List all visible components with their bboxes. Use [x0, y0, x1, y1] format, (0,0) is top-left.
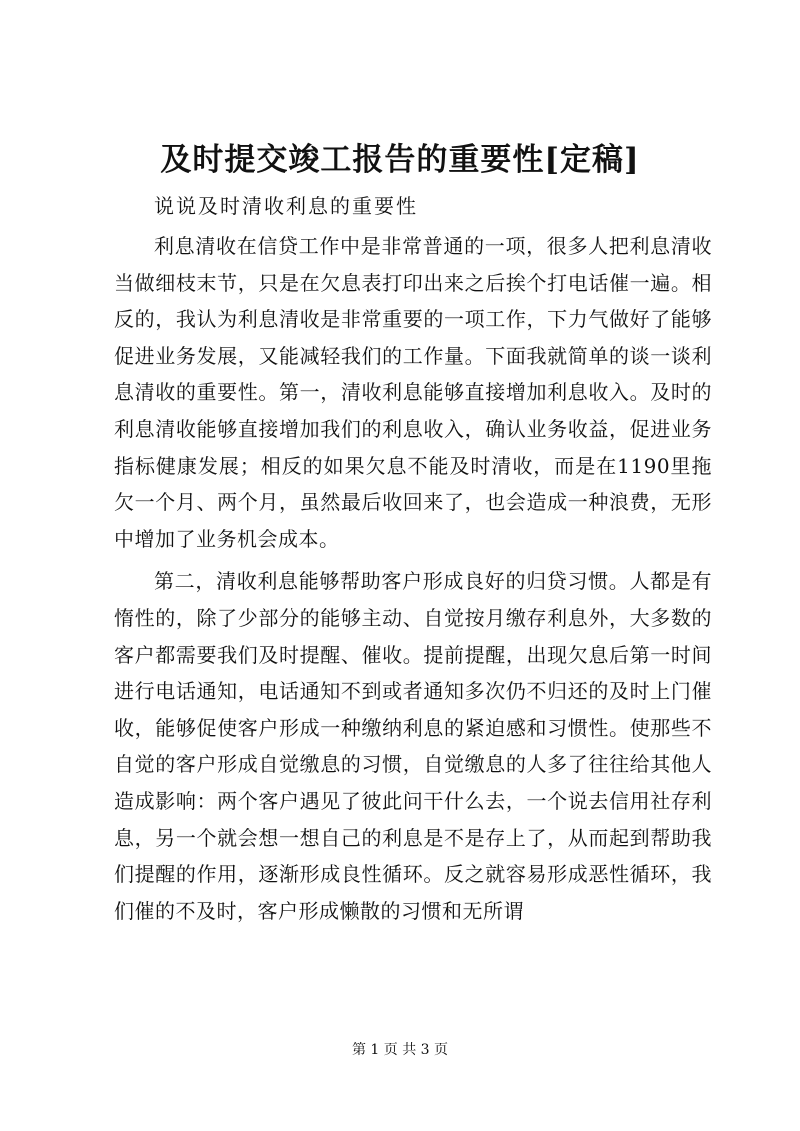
- document-subtitle: 说说及时清收利息的重要性: [154, 194, 418, 218]
- document-body: [114, 188, 712, 929]
- paragraph-2: 第二，清收利息能够帮助客户形成良好的归贷习惯。人都是有惰性的，除了少部分的能够主动、自觉按月缴存利息外，大多数的客户都需要我们及时提醒、催收。提前提醒，出现欠息后第一时间进行电话通知，电话通知不到或者通知多次仍不归还的及时上门催收，能够促使客户形成一种缴纳利息的紧迫感和习惯性。使那些不自觉的客户形成自觉缴息的习惯，自觉缴息的人多了往往给其他人造成影响：两个客户遇见了彼此问干什么去，一个说去信用社存利息，另一个就会想一想自己的利息是不是存上了，从而起到帮助我们提醒的作用，逐渐形成良性循环。反之就容易形成恶性循环，我们催的不及时，客户形成懒散的习惯和无所谓: [114, 569, 712, 923]
- paragraph-1: 利息清收在信贷工作中是非常普通的一项，很多人把利息清收当做细枝末节，只是在欠息表打印出来之后挨个打电话催一遍。相反的，我认为利息清收是非常重要的一项工作，下力气做好了能够促进业务发展，又能减轻我们的工作量。下面我就简单的谈一谈利息清收的重要性。第一，清收利息能够直接增加利息收入。及时的利息清收能够直接增加我们的利息收入，确认业务收益，促进业务指标健康发展；相反的如果欠息不能及时清收，而是在1190里拖欠一个月、两个月，虽然最后收回来了，也会造成一种浪费，无形中增加了业务机会成本。: [114, 234, 712, 551]
- document-title: 及时提交竣工报告的重要性[定稿]: [160, 142, 640, 178]
- page-footer: 第 1 页 共 3 页: [351, 1042, 449, 1058]
